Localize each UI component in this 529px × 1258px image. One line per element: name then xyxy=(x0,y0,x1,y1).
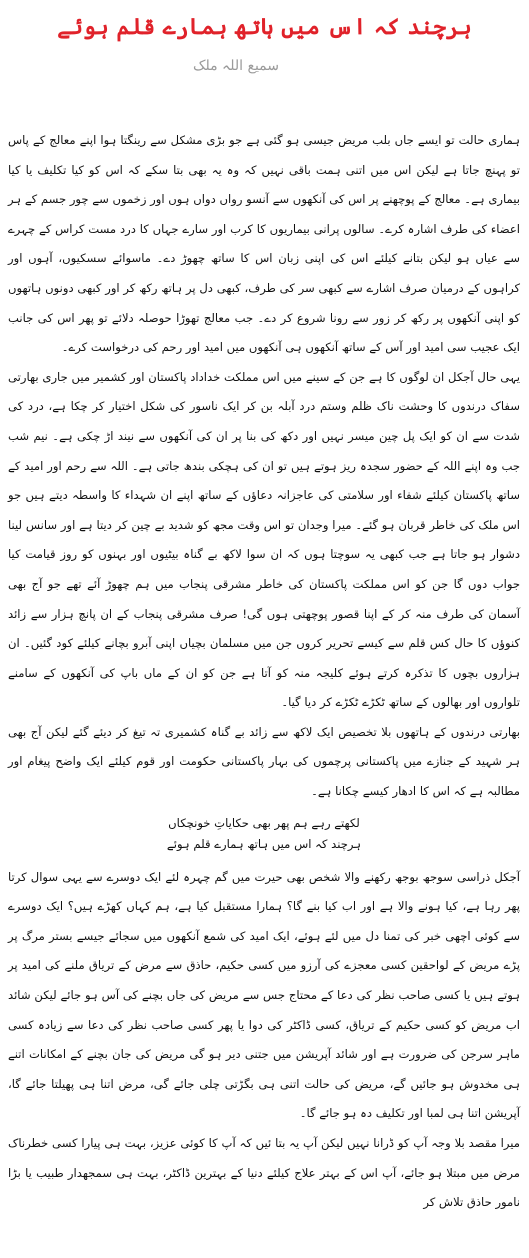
poetry-verse xyxy=(8,813,520,855)
paragraph: میرا مقصد بلا وجہ آپ کو ڈرانا نہیں لیکن آپ یہ بتا ئیں کہ آپ کا کوئی عزیز، بہت ہی پیارا کسی خطرناک مرض میں مبتلا ہو جائے، آپ اس کے بہتر علاج کیلئے دنیا کے بہترین ڈاکٹر، بہت ہی سمجھدار طبیب یا بڑا نامور حاذق تلاش کر xyxy=(8,1136,520,1210)
article-body xyxy=(8,126,520,1218)
article-title: ہرچند کہ اس میں ہاتھ ہمارے قلم ہوئے xyxy=(57,14,472,40)
author-byline: سمیع اللہ ملک xyxy=(192,58,279,74)
paragraph: ہماری حالت تو ایسے جاں بلب مریض جیسی ہو گئی ہے جو بڑی مشکل سے رینگتا ہوا اپنے معالج کے پاس تو پہنچ جاتا ہے لیکن اس میں اتنی ہمت باقی نہیں کہ وہ یہ بھی بتا سکے کہ اس کو کیا تکلیف یا کیا بیماری ہے۔ معالج کے پوچھنے پر اس کی آنکھوں سے آنسو رواں دواں ہوں اور زخموں سے چور جسم کے ہر اعضاء کی طرف اشارہ کرے۔ سالوں پرانی بیماریوں کا کرب اور سارے جہاں کا درد مست کراس کے چہرے سے عیاں ہو لیکن بتانے کیلئے اس کی اپنی زبان اس کا ساتھ چھوڑ دے۔ ماسوائے سسکیوں، آہوں اور کراہوں کے درمیان صرف اشارے سے کبھی سر کی طرف، کبھی دل پر ہاتھ رکھ کر اور کبھی دونوں ہاتھوں کو اپنی آنکھوں پر رکھ کر زور سے رونا شروع کر دے۔ جب معالج تھوڑا حوصلہ دلائے تو پھر اس کی جانب ایک عجیب سی امید اور آس کے ساتھ آنکھوں ہی آنکھوں میں امید اور رحم کی درخواست کرے۔ xyxy=(8,133,520,355)
paragraph: یہی حال آجکل ان لوگوں کا ہے جن کے سینے میں اس مملکت خداداد پاکستان اور کشمیر میں جاری بھارتی سفاک درندوں کا وحشت ناک ظلم وستم درد آبلہ بن کر ایک ناسور کی شکل اختیار کر چکا ہے، درد کی شدت سے ان کو ایک پل چین میسر نہیں اور دکھ کی بنا پر ان کی آنکھوں سے نیند اڑ چکی ہے۔ نیم شب جب وہ اپنے اللہ کے حضور سجدہ ریز ہوتے ہیں تو ان کی ہچکی بندھ جاتی ہے۔ اللہ سے رحم اور امید کے ساتھ پاکستان کیلئے شفاء اور سلامتی کی عاجزانہ دعاؤں کے ساتھ اپنے ان شہداء کا واسطہ دیتے ہیں جو اس ملک کی خاطر قربان ہو گئے۔ میرا وجدان تو اس وقت مجھ کو شدید بے چین کر دیتا ہے اور سانس لینا دشوار ہو جاتا ہے جب کبھی یہ سوچتا ہوں کہ ان سوا لاکھ بے گناہ بیٹیوں اور بہنوں کو روز قیامت کیا جواب دوں گا جن کو اس مملکت پاکستان کی خاطر مشرقی پنجاب میں ہم چھوڑ آئے تھے جو آج بھی آسمان کی طرف منہ کر کے اپنا قصور پوچھتی ہوں گی! صرف مشرقی پنجاب کے ان پانچ ہزار سے زائد کنوؤں کا حال کس قلم سے کیسے تحریر کروں جن میں مسلمان بچیاں اپنی آبرو بچانے کیلئے کود گئیں۔ ان ہزاروں بچوں کا تذکرہ کرتے ہوئے کلیجہ منہ کو آتا ہے جن کو ان کے ماں باپ کی آنکھوں کے سامنے تلواروں اور بھالوں کے ساتھ ٹکڑے ٹکڑے کر دیا گیا۔ xyxy=(8,369,520,710)
paragraph: آجکل ذراسی سوجھ بوجھ رکھنے والا شخص بھی حیرت میں گم چہرہ لئے ایک دوسرے سے یہی سوال کرتا پھر رہا ہے، کیا ہونے والا ہے اور اب کیا بنے گا؟ ہمارا مستقبل کیا ہے، ہم کہاں کھڑے ہیں؟ ایک دوسرے سے کوئی اچھی خبر کی تمنا دل میں لئے ہوئے، ایک امید کی شمع آنکھوں میں سجائے جیسے بستر مرگ پر پڑے مریض کے لواحقین کسی معجزے کی آرزو میں کسی حکیم، حاذق سے مرض کے تریاق ملنے کی امید پر ہوتے ہیں یا کسی صاحب نظر کی دعا کے محتاج جس سے مریض کی جاں بچنے کی آس ہو جائے لیکن شائد اب مریض کو کسی حکیم کے تریاق، کسی ڈاکٹر کی دوا یا پھر کسی صاحب نظر کی دعا سے زیادہ کسی ماہر سرجن کی ضرورت ہے اور شائد آپریشن میں جتنی دیر ہو گی مریض کی جان بچنے کے امکانات اتنے ہی مخدوش ہو جائیں گے، مریض کی حالت اتنی ہی بگڑتی چلی جائے گی، مرض اتنا ہی پھیلتا جائے گا، آپریشن اتنا ہی لمبا اور تکلیف دہ ہو جائے گا۔ xyxy=(8,869,520,1121)
paragraph: بھارتی درندوں کے ہاتھوں بلا تخصیص ایک لاکھ سے زائد بے گناہ کشمیری تہ تیغ کر دیئے گئے لیکن آج بھی ہر شہید کے جنازے میں پاکستانی پرچموں کی بہار پاکستانی حکومت اور قوم کیلئے ایک واضح پیغام اور مطالبہ ہے کہ اس کا ادھار کیسے چکانا ہے۔ xyxy=(8,724,520,799)
verse-line: لکھتے رہے ہم پھر بھی حکایاتِ خونچکاں xyxy=(168,815,360,830)
verse-line: ہرچند کہ اس میں ہاتھ ہمارے قلم ہوئے xyxy=(166,836,362,851)
